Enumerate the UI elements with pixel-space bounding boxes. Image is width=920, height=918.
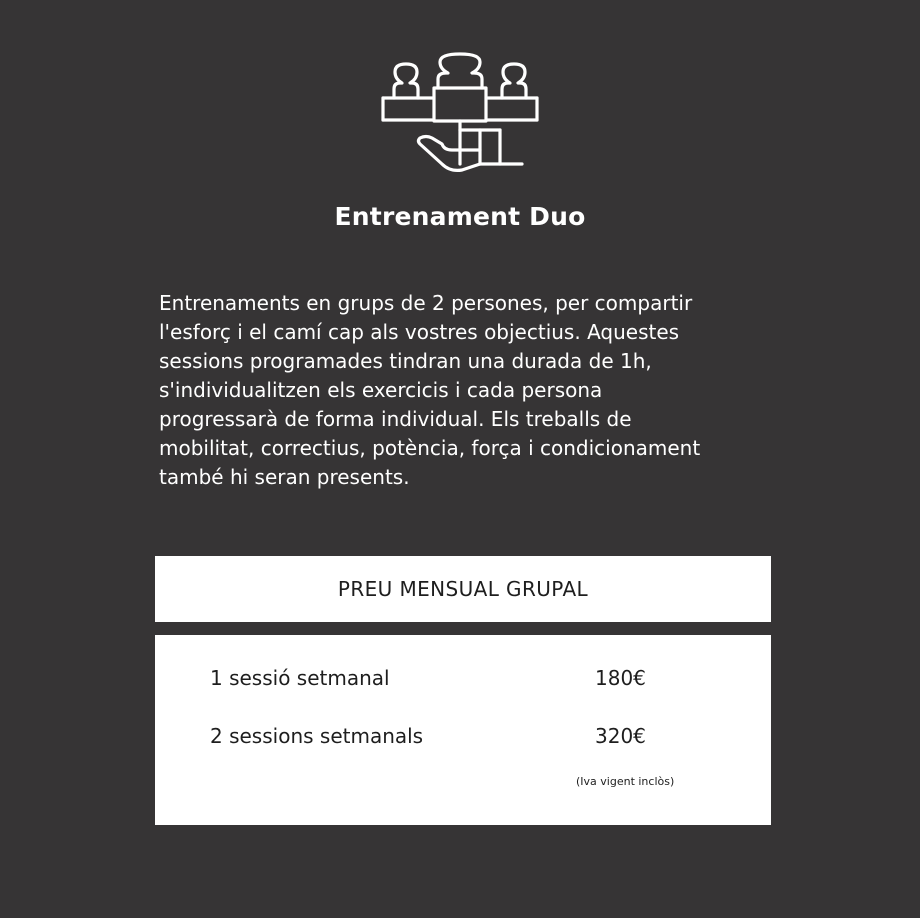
pricing-header xyxy=(155,556,771,622)
vat-note: (Iva vigent inclòs) xyxy=(576,775,675,788)
price-row-amount: 180€ xyxy=(595,666,646,690)
page-title: Entrenament Duo xyxy=(334,202,586,231)
price-row-label: 1 sessió setmanal xyxy=(210,666,390,690)
pricing-table xyxy=(155,635,771,825)
group-training-icon xyxy=(380,52,540,174)
price-row-amount: 320€ xyxy=(595,724,646,748)
price-row xyxy=(210,666,730,696)
price-row xyxy=(210,724,730,754)
pricing-header-label: PREU MENSUAL GRUPAL xyxy=(337,577,589,601)
description-text: Entrenaments en grups de 2 persones, per compartir l'esforç i el camí cap als vostres objectius. Aquestes sessions programades tindran una durada de 1h, s'individualitzen els exercicis i cada persona progressarà de forma individual. Els treballs de mobilitat, correctius, potència, força i condicionament també hi seran presents. xyxy=(159,291,701,489)
price-row-label: 2 sessions setmanals xyxy=(210,724,424,748)
